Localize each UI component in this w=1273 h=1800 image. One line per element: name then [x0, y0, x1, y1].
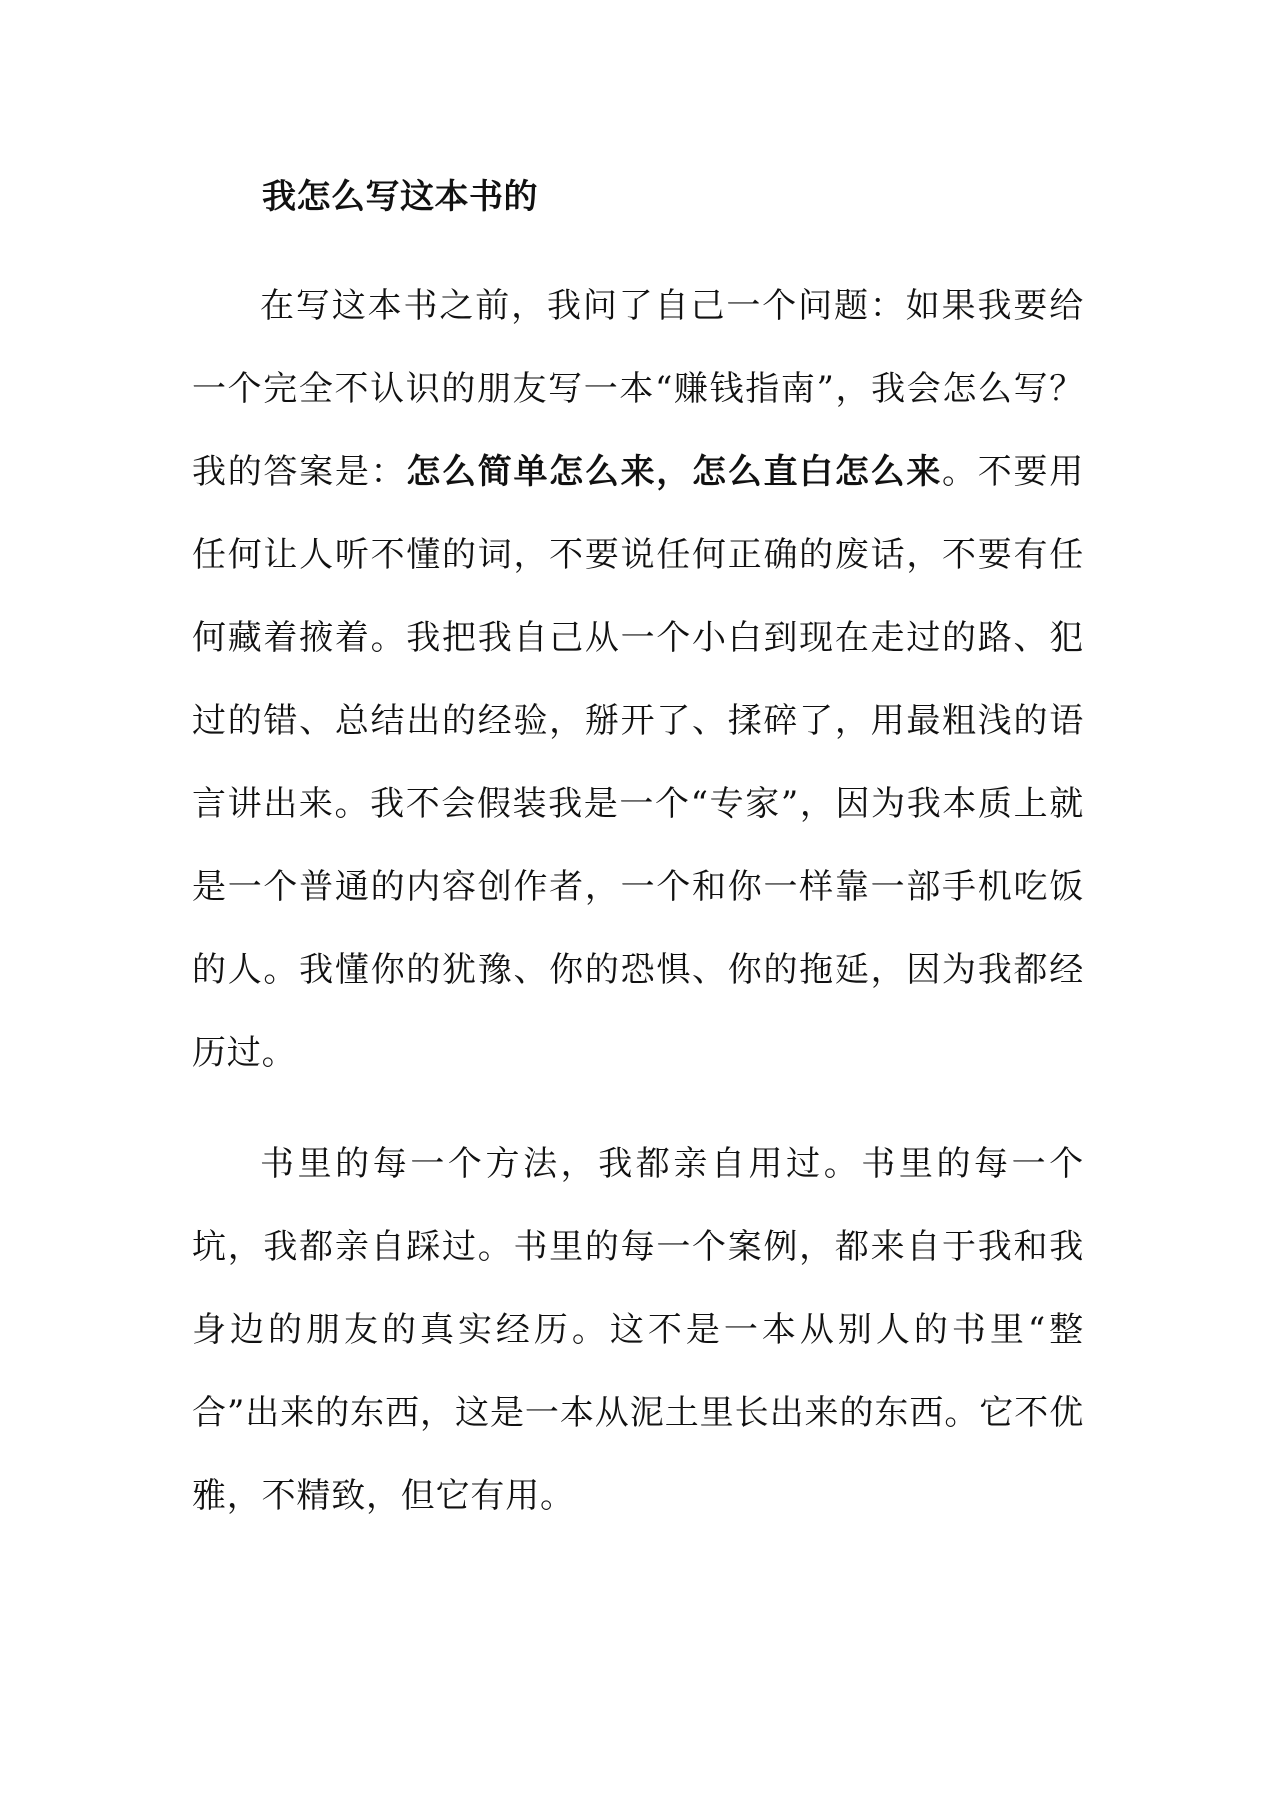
section-title: 我怎么写这本书的: [262, 177, 538, 217]
document-body: [192, 162, 1084, 1538]
paragraph-1-bold-emphasis: 怎么简单怎么来，怎么直白怎么来: [406, 452, 943, 492]
paragraph-2: 书里的每一个方法，我都亲自用过。书里的每一个坑，我都亲自踩过。书里的每一个案例，都来自于我和我身边的朋友的真实经历。这不是一本从别人的书里“整合”出来的东西，这是一本从泥土里长出来的东西。它不优雅，不精致，但它有用。: [192, 1144, 1084, 1516]
paragraph-1-text-end: 。不要用任何让人听不懂的词，不要说任何正确的废话，不要有任何藏着掖着。我把我自己从一个小白到现在走过的路、犯过的错、总结出的经验，掰开了、揉碎了，用最粗浅的语言讲出来。我不会假装我是一个“专家”，因为我本质上就是一个普通的内容创作者，一个和你一样靠一部手机吃饭的人。我懂你的犹豫、你的恐惧、你的拖延，因为我都经历过。: [192, 452, 1084, 1073]
paragraph-1-text-start: 在写这本书之前，我问了自己一个问题：如果我要给一个完全不认识的朋友写一本“赚钱指南”，我会怎么写？我的答案是：: [192, 286, 1084, 492]
paragraph-1: [192, 265, 1084, 1095]
